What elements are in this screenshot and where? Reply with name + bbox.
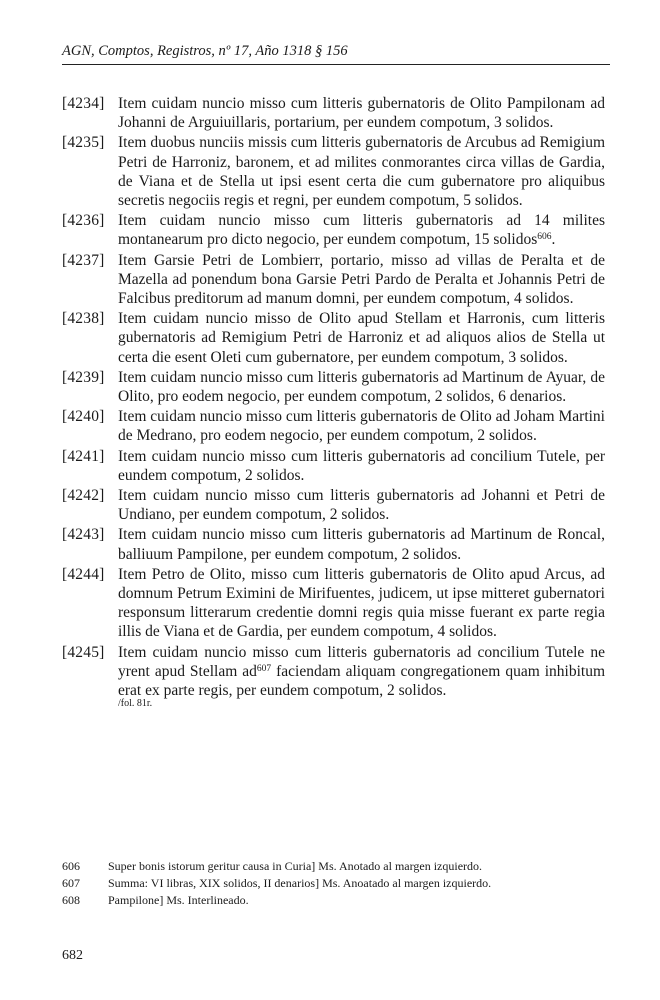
entry-text: Item cuidam nuncio misso cum litteris gubernatoris ad Johanni et Petri de Undiano, per eundem compotum, 2 solidos. — [118, 487, 605, 524]
entry — [62, 407, 605, 445]
footnote-text: Pampilone] Ms. Interlineado. — [108, 893, 249, 907]
entry-number: [4240] — [62, 408, 105, 426]
entry — [62, 309, 605, 367]
entry-text: Item cuidam nuncio misso de Olito apud Stellam et Harronis, cum litteris gubernatoris ad Remigium Petri de Harroniz et ad aliquos alios de Stella ut certa die esent Oleti cum gubernatore, per eundem compotum, 3 solidos. — [118, 310, 605, 366]
entry-number: [4241] — [62, 447, 105, 465]
entry — [62, 486, 605, 524]
footnote — [62, 875, 582, 892]
entry-text: Item Garsie Petri de Lombierr, portario, misso ad villas de Peralta et de Mazella ad ponendum bona Garsie Petri Pardo de Peralta et Johannis Petri de Falcibus preditorum ad manum domni, per eundem compotum, 4 solidos. — [118, 251, 605, 308]
entry-number: [4239] — [62, 368, 105, 386]
entry-text: Item cuidam nuncio misso cum litteris gubernatoris ad concilium Tutele ne yrent apud Stellam $ad^{607}$ faciendam aliquam congregationem quam inhibitum erat ex parte regis, per eundem compotum, 2 solidos. /fol. 81r. — [118, 643, 605, 710]
entry-number: [4235] — [62, 134, 105, 152]
running-header: AGN, Comptos, Registros, nº 17, Año 1318 § 156 — [62, 43, 348, 59]
entry — [62, 211, 605, 249]
entry-number: [4243] — [62, 526, 105, 544]
footnote-ref[interactable]: 606 — [537, 232, 552, 243]
entry-text: Item Petro de Olito, misso cum litteris gubernatoris de Olito apud Arcus, ad domnum Petrum Eximini de Mirifuentes, judicem, ut ipse mitteret gubernatori responsum litterarum credentie domni regis quia misse fuerant ex parte regia illis de Viana et de Gardia, per eundem compotum, 4 solidos. — [118, 565, 605, 641]
entry — [62, 251, 605, 309]
entry-text: Item duobus nunciis missis cum litteris gubernatoris de Arcubus ad Remigium Petri de Harroniz, baronem, et ad milites conmorantes circa villas de Gardia, de Viana et de Stella ut ipsi esent certa die cum gubernatore pro aliquibus secretis negociis regis et regni, per eundem compotum, 5 solidos. — [118, 134, 605, 210]
footnote-text: Summa: VI libras, XIX solidos, II denarios] Ms. Anoatado al margen izquierdo. — [108, 876, 492, 890]
entry-number: [4242] — [62, 487, 105, 505]
footnote — [62, 892, 582, 909]
entry-number: [4237] — [62, 251, 105, 269]
entry — [62, 133, 605, 210]
footnote — [62, 858, 582, 875]
entry-number: [4238] — [62, 310, 105, 328]
entry — [62, 525, 605, 563]
entry — [62, 94, 605, 132]
footnote-ref[interactable]: 607 — [256, 663, 272, 674]
entry-text: Item cuidam nuncio misso cum litteris gubernatoris ad Martinum de Roncal, balliuum Pampilone, per eundem compotum, 2 solidos. — [118, 526, 605, 563]
footnote-text: Super bonis istorum geritur causa in Curia] Ms. Anotado al margen izquierdo. — [108, 859, 483, 873]
entry — [62, 565, 605, 642]
header-rule — [62, 64, 610, 65]
footnote-number: 607 — [62, 876, 80, 890]
entry-text: Item cuidam nuncio misso cum litteris gubernatoris de Olito Pampilonam ad Johanni de Arguiuillaris, portarium, per eundem compotum, 3 solidos. — [118, 95, 605, 132]
footnote-number: 606 — [62, 859, 80, 873]
footnotes — [62, 858, 582, 909]
entry-text: Item cuidam nuncio misso cum litteris gubernatoris ad 14 milites montanearum pro dicto negocio, per eundem compotum, 15 solidos$^{606}$. — [118, 212, 605, 249]
page-number: 682 — [62, 948, 83, 963]
entry-text: Item cuidam nuncio misso cum litteris gubernatoris ad concilium Tutele, per eundem compotum, 2 solidos. — [118, 447, 605, 484]
entry — [62, 447, 605, 485]
entry — [62, 643, 605, 711]
entry-text: Item cuidam nuncio misso cum litteris gubernatoris de Olito ad Joham Martini de Medrano, pro eodem negocio, per eundem compotum, 2 solidos. — [118, 408, 605, 445]
entry-number: [4244] — [62, 565, 105, 583]
footnote-number: 608 — [62, 893, 80, 907]
entry-number: [4234] — [62, 95, 105, 112]
entry-text: Item cuidam nuncio misso cum litteris gubernatoris ad Martinum de Ayuar, de Olito, pro eodem negocio, per eundem compotum, 2 solidos, 6 denarios. — [118, 368, 605, 406]
entry — [62, 368, 605, 406]
entry-number: [4236] — [62, 212, 105, 230]
entry-number: [4245] — [62, 643, 105, 661]
folio-marker: /fol. 81r. — [118, 698, 153, 710]
entries-list — [62, 94, 605, 711]
